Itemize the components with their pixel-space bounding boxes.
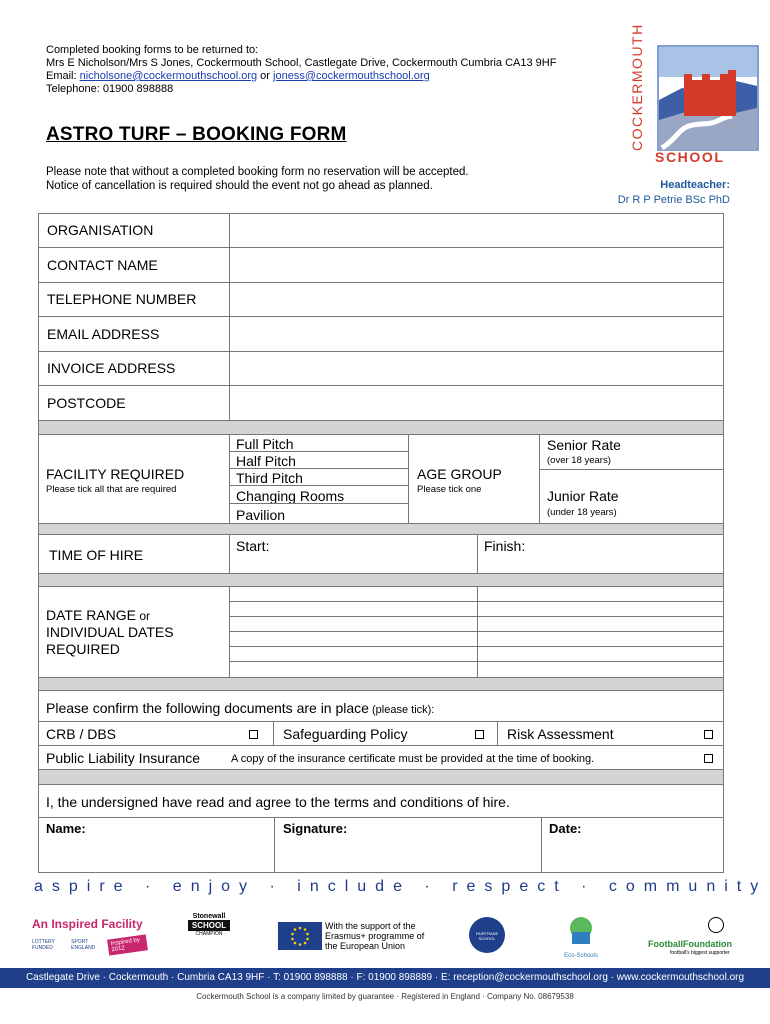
risk-assessment-label: Risk Assessment — [507, 726, 614, 742]
date-input[interactable] — [229, 631, 478, 647]
age-group-label-cell — [408, 434, 540, 524]
date-input[interactable] — [229, 586, 478, 602]
facility-label-cell — [38, 434, 230, 524]
headteacher-label: Headteacher: — [660, 179, 730, 191]
crb-dbs-option[interactable] — [38, 721, 274, 746]
insurance-label: Public Liability Insurance — [46, 750, 201, 766]
junior-rate-option[interactable] — [539, 469, 724, 524]
logo-vertical-text: COCKERMOUTH — [629, 23, 645, 151]
documents-prompt-small: (please tick): — [368, 704, 435, 716]
documents-prompt-cell — [38, 690, 724, 722]
erasmus-text: With the support of the Erasmus+ programme of the European Union — [325, 921, 425, 951]
eco-schools-logo — [558, 916, 604, 959]
date-input[interactable] — [477, 616, 724, 632]
stonewall-school-text: SCHOOL — [188, 920, 230, 931]
footer-company: Cockermouth School is a company limited by guarantee · Registered in England · Company No. 08679538 — [196, 992, 574, 1001]
finish-time-input[interactable] — [477, 534, 724, 574]
facility-option-changing-rooms[interactable] — [229, 485, 409, 504]
junior-rate-label: Junior Rate — [547, 488, 619, 504]
football-foundation-logo — [648, 917, 740, 957]
facility-option-half-pitch[interactable] — [229, 451, 409, 469]
signature-input[interactable] — [274, 817, 542, 873]
time-of-hire-label: TIME OF HIRE — [49, 547, 144, 563]
email-address-label: EMAIL ADDRESS — [47, 326, 160, 342]
eco-schools-text: Eco-Schools — [564, 953, 598, 959]
invoice-label-cell — [38, 351, 230, 386]
agreement-cell — [38, 784, 724, 818]
email-prefix: Email: — [46, 70, 80, 82]
facility-required-label: FACILITY REQUIRED — [46, 466, 185, 482]
inspired-facility-logo — [32, 917, 147, 957]
divider-band — [38, 677, 724, 691]
organisation-label-cell — [38, 213, 230, 248]
facility-option-label: Half Pitch — [236, 453, 296, 469]
fairtrade-logo-icon — [469, 917, 505, 953]
football-foundation-sub: football's biggest supporter — [670, 950, 730, 956]
dates-label-cell — [38, 586, 230, 678]
postcode-input[interactable] — [229, 385, 724, 421]
contact-name-input[interactable] — [229, 247, 724, 283]
page-title: ASTRO TURF – BOOKING FORM — [46, 124, 347, 145]
email-link-nicholson[interactable]: nicholsone@cockermouthschool.org — [79, 70, 258, 82]
stonewall-logo — [188, 913, 230, 959]
safeguarding-label: Safeguarding Policy — [283, 726, 408, 742]
facility-option-label: Changing Rooms — [236, 488, 345, 504]
inspired-facility-text: An Inspired Facility — [32, 917, 143, 931]
school-motto: aspire · enjoy · include · respect · community — [34, 878, 768, 895]
football-icon — [708, 917, 724, 933]
facility-option-label: Pavilion — [236, 507, 286, 523]
email-label-cell — [38, 316, 230, 352]
insurance-checkbox[interactable] — [704, 754, 713, 763]
junior-rate-hint: (under 18 years) — [547, 507, 617, 518]
senior-rate-hint: (over 18 years) — [547, 455, 611, 466]
stonewall-text: Stonewall — [192, 913, 226, 920]
date-input[interactable] — [229, 616, 478, 632]
documents-prompt — [46, 700, 434, 716]
divider-band — [38, 573, 724, 587]
finish-label: Finish: — [484, 538, 526, 554]
note-line-2: Notice of cancellation is required should the event not go ahead as planned. — [46, 180, 433, 192]
facility-option-pavilion[interactable] — [229, 503, 409, 524]
organisation-label: ORGANISATION — [47, 222, 154, 238]
risk-assessment-option[interactable] — [497, 721, 724, 746]
age-group-label: AGE GROUP — [417, 466, 502, 482]
email-or: or — [257, 70, 274, 82]
invoice-address-input[interactable] — [229, 351, 724, 386]
date-range-or: or — [135, 609, 150, 623]
facility-option-full-pitch[interactable] — [229, 434, 409, 452]
eco-schools-icon — [558, 916, 604, 948]
divider-band — [38, 420, 724, 435]
email-line — [46, 70, 430, 83]
senior-rate-option[interactable] — [539, 434, 724, 470]
sport-england-text: SPORT ENGLAND — [71, 939, 96, 951]
start-time-input[interactable] — [229, 534, 478, 574]
telephone-label: TELEPHONE NUMBER — [47, 291, 197, 307]
time-label-cell — [38, 534, 230, 574]
crb-dbs-checkbox[interactable] — [249, 730, 258, 739]
eu-flag-icon — [278, 922, 322, 950]
contact-name-label: CONTACT NAME — [47, 257, 158, 273]
name-label: Name: — [46, 821, 86, 836]
facility-hint: Please tick all that are required — [46, 484, 177, 495]
inspired-2012-badge: Inspired by 2012 — [107, 934, 147, 955]
safeguarding-checkbox[interactable] — [475, 730, 484, 739]
date-input[interactable] — [477, 646, 724, 662]
date-input[interactable] — [477, 661, 724, 678]
return-address: Mrs E Nicholson/Mrs S Jones, Cockermouth School, Castlegate Drive, Cockermouth Cumbria CA13 9HF — [46, 57, 557, 69]
risk-assessment-checkbox[interactable] — [704, 730, 713, 739]
name-input[interactable] — [38, 817, 275, 873]
date-input[interactable] — [477, 631, 724, 647]
logo-school-text: SCHOOL — [655, 149, 725, 165]
telephone-label-cell — [38, 282, 230, 317]
date-label: Date: — [549, 821, 582, 836]
date-range-label — [46, 607, 150, 623]
telephone-input[interactable] — [229, 282, 724, 317]
postcode-label-cell — [38, 385, 230, 421]
date-input[interactable] — [541, 817, 724, 873]
date-input[interactable] — [477, 586, 724, 602]
facility-option-label: Full Pitch — [236, 436, 294, 452]
facility-option-label: Third Pitch — [236, 470, 303, 486]
school-logo — [622, 23, 762, 168]
insurance-note: A copy of the insurance certificate must be provided at the time of booking. — [231, 753, 595, 765]
date-input[interactable] — [229, 646, 478, 662]
headteacher-name: Dr R P Petrie BSc PhD — [617, 194, 730, 206]
safeguarding-option[interactable] — [273, 721, 498, 746]
stonewall-champion-text: CHAMPION — [195, 931, 223, 937]
email-address-input[interactable] — [229, 316, 724, 352]
divider-band — [38, 769, 724, 785]
required-label: REQUIRED — [46, 641, 120, 657]
telephone-line: Telephone: 01900 898888 — [46, 83, 174, 95]
note-line-1: Please note that without a completed booking form no reservation will be accepted. — [46, 166, 469, 178]
booking-form — [38, 213, 724, 873]
date-input[interactable] — [477, 601, 724, 617]
insurance-option[interactable] — [38, 745, 724, 770]
documents-prompt-text: Please confirm the following documents are in place — [46, 700, 369, 716]
fairtrade-text: FAIRTRADE SCHOOL — [475, 931, 499, 941]
date-input[interactable] — [229, 661, 478, 678]
start-label: Start: — [236, 538, 270, 554]
date-range-text: DATE RANGE — [46, 607, 136, 623]
crb-dbs-label: CRB / DBS — [46, 726, 117, 742]
signature-label: Signature: — [283, 821, 348, 836]
organisation-input[interactable] — [229, 213, 724, 248]
lottery-text: LOTTERY FUNDED — [32, 939, 55, 951]
agreement-text: I, the undersigned have read and agree to the terms and conditions of hire. — [46, 794, 510, 810]
footer-bar — [0, 968, 770, 988]
age-group-hint: Please tick one — [417, 484, 482, 495]
invoice-address-label: INVOICE ADDRESS — [47, 360, 176, 376]
return-heading: Completed booking forms to be returned to: — [46, 44, 259, 56]
contact-label-cell — [38, 247, 230, 283]
footer-contact: Castlegate Drive · Cockermouth · Cumbria CA13 9HF · T: 01900 898888 · F: 01900 898889 · E: reception@cockermouthschool.org · www.cockermouthschool.org — [25, 972, 745, 983]
senior-rate-label: Senior Rate — [547, 437, 621, 453]
football-foundation-text: FootballFoundation — [648, 939, 732, 949]
email-link-jones[interactable]: joness@cockermouthschool.org — [273, 70, 430, 82]
date-input[interactable] — [229, 601, 478, 617]
individual-dates-label: INDIVIDUAL DATES — [46, 624, 174, 640]
facility-option-third-pitch[interactable] — [229, 468, 409, 486]
postcode-label: POSTCODE — [47, 395, 126, 411]
